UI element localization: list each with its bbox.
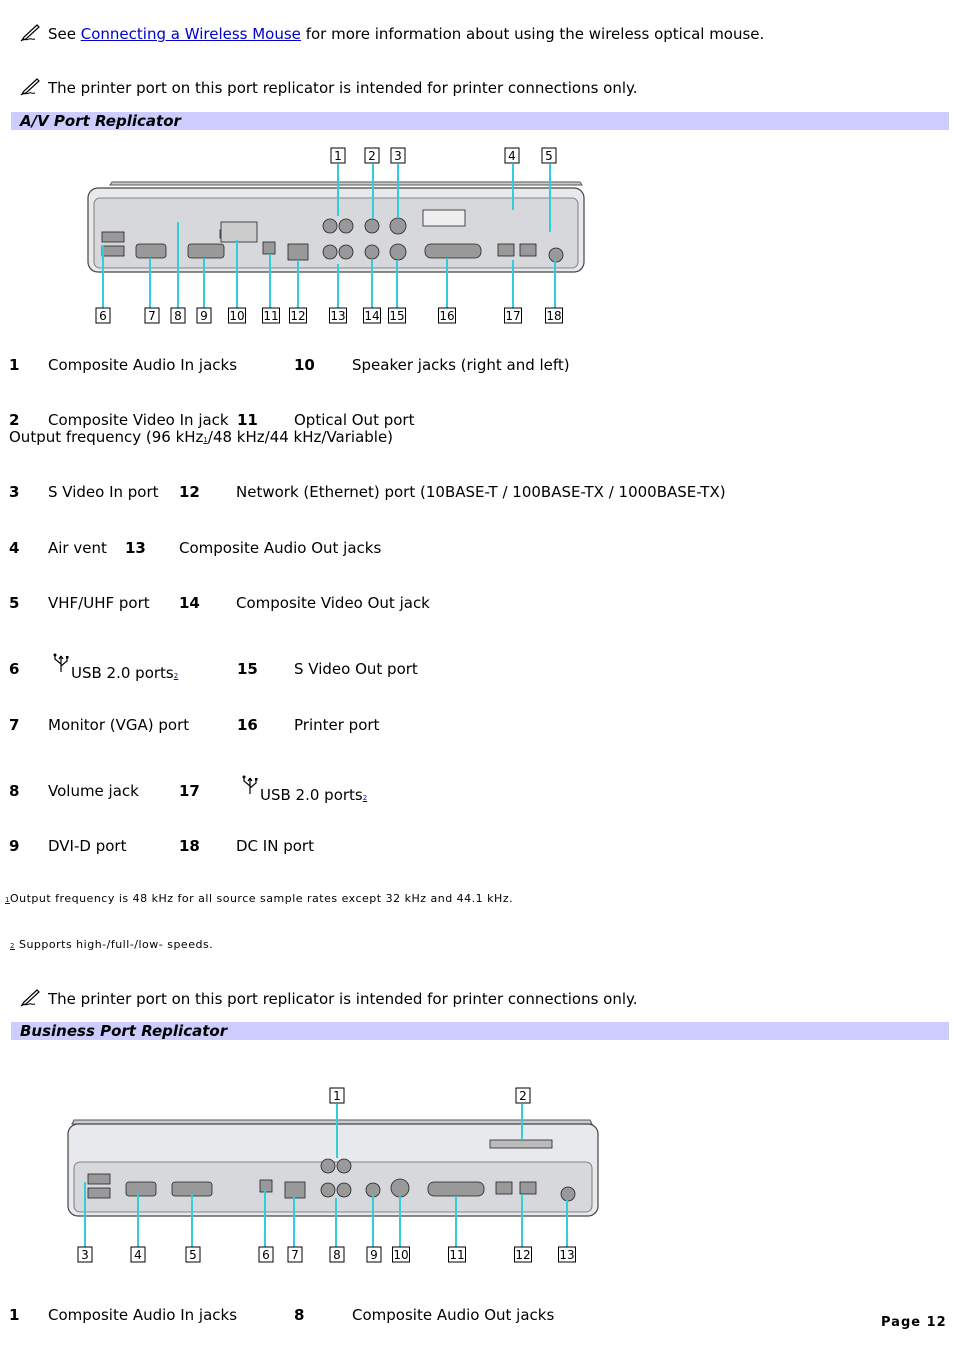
business-callouts-bottom [78,1247,576,1262]
page-number: Page 12 [881,1315,947,1330]
pencil-note-icon [20,78,42,96]
item-number: 12 [179,483,200,501]
callout-number: 17 [505,309,521,323]
footnote-text: Output frequency is 48 kHz for all source sample rates except 32 kHz and 44.1 kHz. [9,892,514,905]
pencil-note-icon [20,989,42,1007]
footnote-ref-2[interactable]: 2 [362,794,368,802]
callout-number: 9 [370,1248,378,1262]
callout-number: 9 [200,309,208,323]
connecting-wireless-mouse-link[interactable]: Connecting a Wireless Mouse [80,25,301,43]
item-number: 4 [9,539,20,557]
item-number: 2 [9,411,20,429]
callout-number: 6 [262,1248,270,1262]
footnote-anchor-1[interactable]: 1 [5,896,10,904]
usb-item [240,774,368,804]
usb-item [51,652,179,682]
item-number: 10 [294,356,315,374]
item-number: 17 [179,782,200,800]
item-label: Composite Video Out jack [236,594,430,612]
item-label: Composite Audio Out jacks [179,539,382,557]
callout-number: 5 [189,1248,197,1262]
callout-number: 2 [368,149,376,163]
item-label: Composite Audio In jacks [48,356,238,374]
item-label: Composite Audio In jacks [48,1306,238,1324]
item-number: 1 [9,1306,20,1324]
note-mouse-rest: for more information about using the wireless optical mouse. [305,25,765,43]
callout-number: 2 [519,1089,527,1103]
item-label: Composite Audio Out jacks [352,1306,555,1324]
callout-number: 7 [148,309,156,323]
callout-number: 10 [229,309,245,323]
callout-number: 15 [389,309,405,323]
item-number: 16 [237,716,258,734]
callout-number: 8 [174,309,182,323]
output-frequency-rest: /48 kHz/44 kHz/Variable) [207,428,394,446]
business-section-header [11,1022,949,1040]
item-label: USB 2.0 ports [260,786,363,804]
item-number: 6 [9,660,20,678]
item-number: 15 [237,660,258,678]
callout-number: 12 [290,309,306,323]
footnote-ref-1[interactable]: 1 [203,436,208,444]
av-callouts-bottom [96,308,563,323]
callout-number: 4 [508,149,516,163]
item-number: 8 [9,782,20,800]
footnote-1 [5,892,513,905]
callout-number: 4 [134,1248,142,1262]
item-number: 9 [9,837,20,855]
av-callouts-top [331,148,556,163]
item-label: USB 2.0 ports [71,664,174,682]
item-number: 7 [9,716,20,734]
item-number: 13 [125,539,146,557]
callout-number: 11 [449,1248,465,1262]
pencil-note-icon [20,24,42,42]
item-label: Volume jack [48,782,139,800]
item-label: S Video In port [48,483,159,501]
callout-number: 3 [81,1248,89,1262]
note-mouse-see: See [48,25,76,43]
item-label: Air vent [48,539,107,557]
item-number: 14 [179,594,200,612]
callout-number: 5 [545,149,553,163]
callout-number: 13 [330,309,346,323]
output-frequency-text: Output frequency (96 kHz [9,428,204,446]
callout-number: 18 [546,309,562,323]
note-printer-1 [20,78,638,97]
av-section-header [11,112,949,130]
item-label: S Video Out port [294,660,418,678]
item-number: 1 [9,356,20,374]
item-label: Printer port [294,716,380,734]
item-label: DVI-D port [48,837,127,855]
note-mouse [20,24,764,43]
callout-number: 1 [334,149,342,163]
item-number: 5 [9,594,20,612]
item-label: Optical Out port [294,411,415,429]
note-printer-text: The printer port on this port replicator is intended for printer connections only. [48,79,638,97]
item-label: Speaker jacks (right and left) [352,356,570,374]
item-label: Network (Ethernet) port (10BASE-T / 100BASE-TX / 1000BASE-TX) [236,483,726,501]
item-number: 8 [294,1306,305,1324]
item-label: Composite Video In jack [48,411,229,429]
item-label: VHF/UHF port [48,594,150,612]
callout-number: 13 [559,1248,575,1262]
callout-number: 10 [393,1248,409,1262]
usb-icon [240,774,260,794]
footnote-text: Supports high-/full-/low- speeds. [18,938,214,951]
callout-number: 16 [439,309,455,323]
item-number: 11 [237,411,258,429]
callout-number: 12 [515,1248,531,1262]
callout-number: 1 [333,1089,341,1103]
note-printer-2 [20,989,638,1008]
callout-number: 11 [263,309,279,323]
callout-number: 6 [99,309,107,323]
item-label: DC IN port [236,837,314,855]
item-number: 3 [9,483,20,501]
callout-number: 7 [291,1248,299,1262]
callout-number: 8 [333,1248,341,1262]
output-frequency-note [9,428,393,446]
business-port-replicator-diagram [60,1082,610,1272]
business-callouts-top [330,1088,530,1103]
av-section-title: A/V Port Replicator [20,112,181,130]
callout-number: 3 [394,149,402,163]
item-label: Monitor (VGA) port [48,716,190,734]
item-number: 18 [179,837,200,855]
note-printer-text: The printer port on this port replicator is intended for printer connections only. [48,990,638,1008]
footnote-2 [10,938,213,951]
usb-icon [51,652,71,672]
footnote-ref-2[interactable]: 2 [173,672,179,680]
footnote-anchor-2[interactable]: 2 [10,942,15,950]
av-port-replicator-diagram [80,140,600,330]
callout-number: 14 [364,309,380,323]
business-section-title: Business Port Replicator [20,1022,228,1040]
